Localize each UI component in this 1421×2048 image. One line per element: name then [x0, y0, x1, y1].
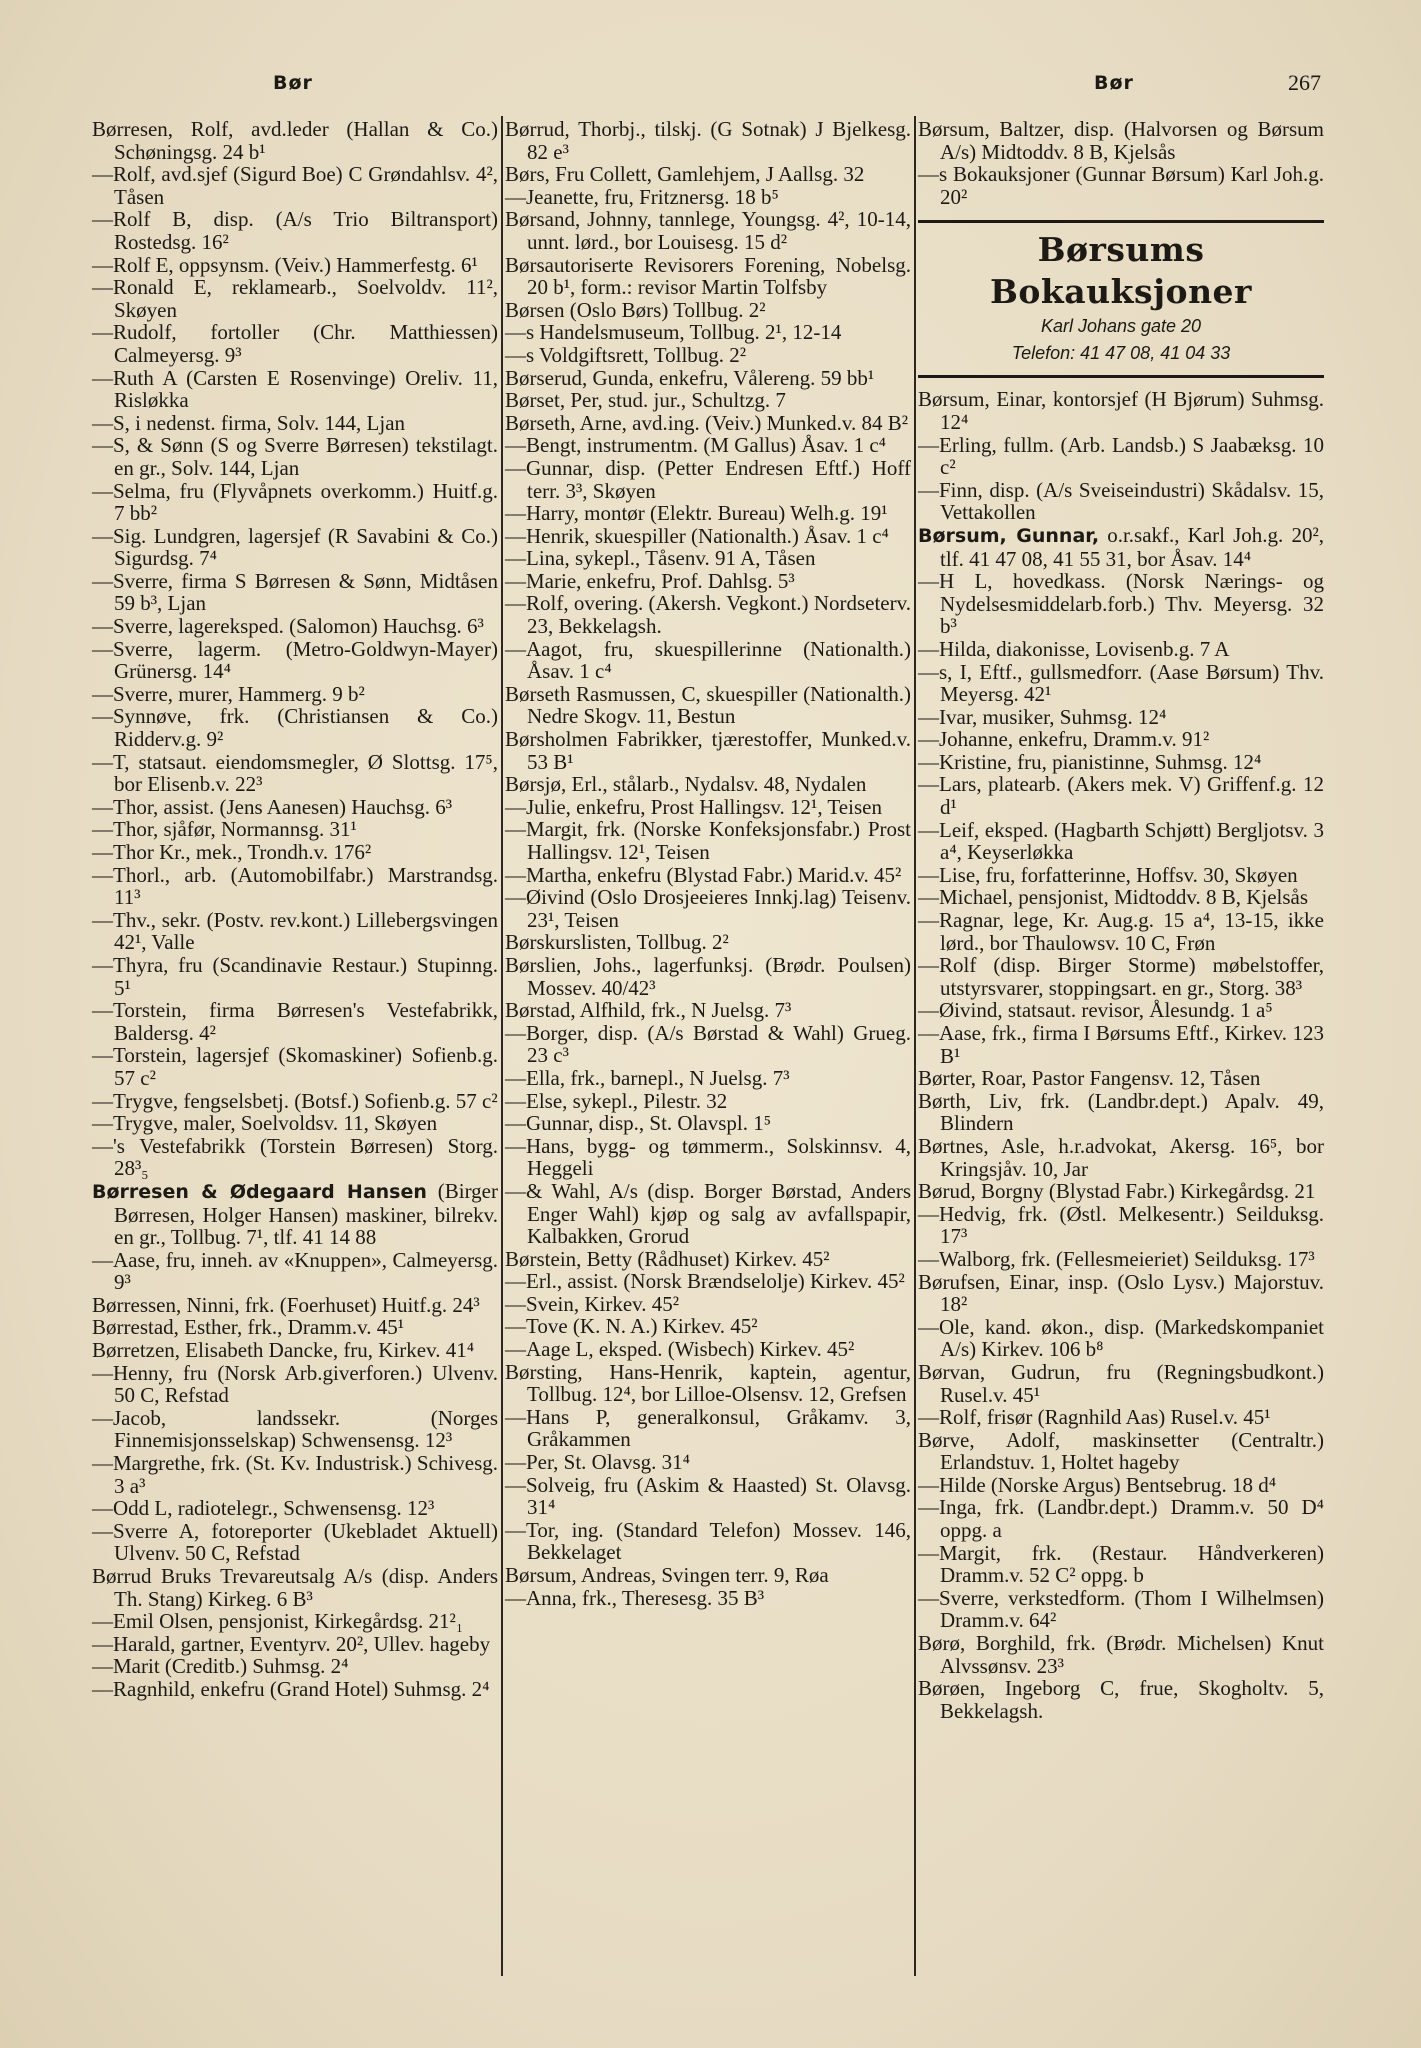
directory-entry: —Sverre A, fotoreporter (Ukebladet Aktuell) Ulvenv. 50 C, Refstad: [92, 1518, 498, 1566]
directory-entry: —Ivar, musiker, Suhmsg. 12⁴: [918, 704, 1167, 729]
directory-entry: Børrestad, Esther, frk., Dramm.v. 45¹: [92, 1315, 405, 1340]
directory-entry: —Thor, sjåfør, Normannsg. 31¹: [92, 817, 357, 842]
directory-entry: Børstad, Alfhild, frk., N Juelsg. 7³: [505, 998, 792, 1023]
directory-entry: —Aase, fru, inneh. av «Knuppen», Calmeyersg. 9³: [92, 1247, 498, 1295]
directory-entry: Børrud Bruks Trevareutsalg A/s (disp. Anders Th. Stang) Kirkeg. 6 B³: [92, 1564, 498, 1611]
directory-entry: —Synnøve, frk. (Christiansen & Co.) Ridderv.g. 9²: [92, 704, 498, 752]
directory-entry: —Aage L, eksped. (Wisbech) Kirkev. 45²: [505, 1337, 855, 1362]
directory-entry: —Sverre, lagereksped. (Salomon) Hauchsg. 6³: [92, 614, 484, 639]
directory-entry: —Henny, fru (Norsk Arb.giverforen.) Ulvenv. 50 C, Refstad: [92, 1360, 498, 1408]
directory-entry: —Inga, frk. (Landbr.dept.) Dramm.v. 50 D⁴ oppg. a: [918, 1495, 1324, 1543]
directory-entry: —Margit, frk. (Norske Konfeksjonsfabr.) Prost Hallingsv. 12¹, Teisen: [505, 817, 911, 864]
directory-entry: —& Wahl, A/s (disp. Borger Børstad, Anders Enger Wahl) kjøp og salg av avfallspapir, Kalbakken, Grorud: [505, 1178, 911, 1249]
ad-title-line-2: Bokauksjoner: [990, 272, 1252, 312]
directory-entry: —Øivind (Oslo Drosjeeieres Innkj.lag) Teisenv. 23¹, Teisen: [505, 885, 911, 932]
directory-entry: —Rolf B, disp. (A/s Trio Biltransport) Rostedsg. 16²: [92, 207, 498, 254]
directory-entry: Børressen, Ninni, frk. (Foerhuset) Huitf.g. 24³: [92, 1292, 480, 1317]
directory-entry: Børsum, Einar, kontorsjef (H Bjørum) Suhmsg. 12⁴: [918, 387, 1324, 434]
directory-entry: —Marit (Creditb.) Suhmsg. 2⁴: [92, 1654, 349, 1679]
directory-entry: —Gunnar, disp., St. Olavspl. 1⁵: [505, 1111, 772, 1136]
directory-entry: —Margrethe, frk. (St. Kv. Industrisk.) Schivesg. 3 a³: [92, 1451, 498, 1498]
directory-entry: —Lina, sykepl., Tåsenv. 91 A, Tåsen: [505, 546, 816, 571]
directory-entry: Børufsen, Einar, insp. (Oslo Lysv.) Majorstuv. 18²: [918, 1269, 1324, 1317]
directory-entry: —Jacob, landssekr. (Norges Finnemisjonsselskap) Schwensensg. 12³: [92, 1405, 498, 1453]
directory-entry: —Henrik, skuespiller (Nationalth.) Åsav. 1 c⁴: [505, 523, 889, 548]
column-3-bottom-entries: [918, 388, 1324, 1722]
directory-entry: —s Handelsmuseum, Tollbug. 2¹, 12-14: [505, 320, 842, 345]
directory-entry: —Michael, pensjonist, Midtoddv. 8 B, Kjelsås: [918, 885, 1309, 910]
directory-entry: —Ronald E, reklamearb., Soelvoldv. 11², Skøyen: [92, 275, 498, 322]
directory-entry: —Hedvig, frk. (Østl. Melkesentr.) Seilduksg. 17³: [918, 1201, 1324, 1249]
directory-entry: —'s Vestefabrikk (Torstein Børresen) Storg. 28³₅: [92, 1133, 498, 1181]
directory-entry: —Sverre, verkstedform. (Thom I Wilhelmsen) Dramm.v. 64²: [918, 1585, 1324, 1633]
ad-address: Karl Johans gate 20: [1040, 316, 1202, 337]
directory-entry: —Rolf (disp. Birger Storme) møbelstoffer, utstyrsvarer, stoppingsart. en gr., Storg. 38³: [918, 953, 1324, 1000]
directory-entry: —Marie, enkefru, Prof. Dahlsg. 5³: [505, 568, 795, 593]
directory-entry: —T, statsaut. eiendomsmegler, Ø Slottsg. 17⁵, bor Elisenb.v. 22³: [92, 749, 498, 797]
directory-entry: —Thorl., arb. (Automobilfabr.) Marstrandsg. 11³: [92, 862, 498, 910]
directory-column-2: [505, 118, 911, 1609]
directory-entry: Børøen, Ingeborg C, frue, Skogholtv. 5, Bekkelagsh.: [918, 1676, 1324, 1723]
directory-entry: —Leif, eksped. (Hagbarth Schjøtt) Bergljotsv. 3 a⁴, Keyserløkka: [918, 817, 1324, 865]
directory-entry: —Bengt, instrumentm. (M Gallus) Åsav. 1 c⁴: [505, 433, 886, 458]
directory-entry: —Svein, Kirkev. 45²: [505, 1291, 680, 1316]
directory-entry: —Selma, fru (Flyvåpnets overkomm.) Huitf.g. 7 bb²: [92, 478, 498, 526]
directory-entry: Børseth Rasmussen, C, skuespiller (Nationalth.) Nedre Skogv. 11, Bestun: [505, 681, 911, 729]
directory-entry: Børvan, Gudrun, fru (Regningsbudkont.) Rusel.v. 45¹: [918, 1359, 1324, 1407]
directory-entry: —Jeanette, fru, Fritznersg. 18 b⁵: [505, 184, 779, 209]
directory-entry: Børresen & Ødegaard Hansen (Birger Børresen, Holger Hansen) maskiner, bilrekv. en gr., Tollbug. 7¹, tlf. 41 14 88: [92, 1178, 498, 1250]
directory-entry: —Trygve, maler, Soelvoldsv. 11, Skøyen: [92, 1111, 438, 1136]
directory-entry: —s Voldgiftsrett, Tollbug. 2²: [505, 342, 747, 367]
directory-entry: —Thv., sekr. (Postv. rev.kont.) Lillebergsvingen 42¹, Valle: [92, 907, 498, 955]
directory-entry: Børsen (Oslo Børs) Tollbug. 2²: [505, 297, 766, 322]
directory-entry: —Erl., assist. (Norsk Brændselolje) Kirkev. 45²: [505, 1269, 905, 1294]
directory-entry: —Finn, disp. (A/s Sveiseindustri) Skådalsv. 15, Vettakollen: [918, 477, 1324, 525]
directory-entry: —Thyra, fru (Scandinavie Restaur.) Stupinng. 5¹: [92, 952, 498, 1000]
directory-entry: Børset, Per, stud. jur., Schultzg. 7: [505, 388, 786, 413]
directory-entry: Børø, Borghild, frk. (Brødr. Michelsen) Knut Alvssønsv. 23³: [918, 1631, 1324, 1678]
directory-entry: Børrud, Thorbj., tilskj. (G Sotnak) J Bjelkesg. 82 e³: [505, 117, 911, 164]
directory-entry: —Øivind, statsaut. revisor, Ålesundg. 1 a⁵: [918, 998, 1273, 1023]
directory-entry: —Gunnar, disp. (Petter Endresen Eftf.) Hoff terr. 3³, Skøyen: [505, 455, 911, 503]
directory-entry: Børseth, Arne, avd.ing. (Veiv.) Munked.v. 84 B²: [505, 410, 909, 435]
directory-entry: —S, i nedenst. firma, Solv. 144, Ljan: [92, 410, 406, 435]
directory-entry: —s Bokauksjoner (Gunnar Børsum) Karl Joh.g. 20²: [918, 162, 1324, 209]
directory-entry: —Martha, enkefru (Blystad Fabr.) Marid.v. 45²: [505, 862, 902, 887]
directory-entry: Børsting, Hans-Henrik, kaptein, agentur, Tollbug. 12⁴, bor Lilloe-Olsensv. 12, Grefsen: [505, 1359, 911, 1407]
entry-bold-name: Børresen & Ødegaard Hansen: [92, 1180, 427, 1203]
directory-entry: —Margit, frk. (Restaur. Håndverkeren) Dramm.v. 52 C² oppg. b: [918, 1540, 1324, 1588]
directory-entry: —Rudolf, fortoller (Chr. Matthiessen) Calmeyersg. 9³: [92, 320, 498, 367]
directory-entry: Børs, Fru Collett, Gamlehjem, J Aallsg. 32: [505, 162, 865, 187]
column-rule-1: [501, 116, 503, 1976]
directory-entry: Børserud, Gunda, enkefru, Vålereng. 59 bb¹: [505, 365, 875, 390]
directory-entry: Børsum, Baltzer, disp. (Halvorsen og Børsum A/s) Midtoddv. 8 B, Kjelsås: [918, 117, 1324, 164]
directory-entry: —Torstein, firma Børresen's Vestefabrikk, Baldersg. 4²: [92, 998, 498, 1045]
directory-entry: —Lise, fru, forfatterinne, Hoffsv. 30, Skøyen: [918, 862, 1298, 887]
directory-entry: —Harry, montør (Elektr. Bureau) Welh.g. 19¹: [505, 501, 888, 526]
directory-entry: —Hilda, diakonisse, Lovisenb.g. 7 A: [918, 636, 1230, 661]
directory-entry: —H L, hovedkass. (Norsk Nærings- og Nydelsesmiddelarb.forb.) Thv. Meyersg. 32 b³: [918, 569, 1324, 639]
directory-entry: Børth, Liv, frk. (Landbr.dept.) Apalv. 49, Blindern: [918, 1088, 1324, 1136]
directory-entry: Børter, Roar, Pastor Fangensv. 12, Tåsen: [918, 1066, 1261, 1091]
directory-entry: Børstein, Betty (Rådhuset) Kirkev. 45²: [505, 1246, 830, 1271]
directory-entry: Børsum, Gunnar, o.r.sakf., Karl Joh.g. 20², tlf. 41 47 08, 41 55 31, bor Åsav. 14⁴: [918, 522, 1324, 571]
directory-entry: Børsjø, Erl., stålarb., Nydalsv. 48, Nydalen: [505, 772, 867, 797]
directory-entry: —Odd L, radiotelegr., Schwensensg. 12³: [92, 1496, 435, 1521]
left-running-head: Bør: [273, 72, 313, 94]
directory-entry: —Rolf, overing. (Akersh. Vegkont.) Nordseterv. 23, Bekkelagsh.: [505, 591, 911, 639]
directory-entry: —Ole, kand. økon., disp. (Markedskompaniet A/s) Kirkev. 106 b⁸: [918, 1314, 1324, 1362]
entry-bold-name: Børsum, Gunnar,: [918, 524, 1100, 547]
directory-entry: —Else, sykepl., Pilestr. 32: [505, 1088, 728, 1113]
directory-entry: —Hilde (Norske Argus) Bentsebrug. 18 d⁴: [918, 1472, 1277, 1497]
directory-entry: —Kristine, fru, pianistinne, Suhmsg. 12⁴: [918, 749, 1262, 774]
directory-entry: —Rolf, avd.sjef (Sigurd Boe) C Grøndahlsv. 4², Tåsen: [92, 162, 498, 209]
directory-entry: —Hans P, generalkonsul, Gråkamv. 3, Gråkammen: [505, 1404, 911, 1452]
directory-entry: Børresen, Rolf, avd.leder (Hallan & Co.) Schøningsg. 24 b¹: [92, 117, 498, 164]
directory-entry: —S, & Sønn (S og Sverre Børresen) tekstilagt. en gr., Solv. 144, Ljan: [92, 433, 498, 480]
directory-entry: —Thor Kr., mek., Trondh.v. 176²: [92, 840, 372, 864]
directory-entry: Børud, Borgny (Blystad Fabr.) Kirkegårdsg. 21: [918, 1179, 1316, 1204]
directory-entry: Børsum, Andreas, Svingen terr. 9, Røa: [505, 1563, 829, 1587]
directory-entry: Børskurslisten, Tollbug. 2²: [505, 930, 729, 955]
directory-entry: —Borger, disp. (A/s Børstad & Wahl) Grueg. 23 c³: [505, 1020, 911, 1068]
directory-entry: Børsautoriserte Revisorers Forening, Nobelsg. 20 b¹, form.: revisor Martin Tolfsby: [505, 252, 911, 300]
bokauksjoner-advertisement: [918, 220, 1324, 378]
directory-entry: —Ragnhild, enkefru (Grand Hotel) Suhmsg. 2⁴: [92, 1676, 490, 1701]
directory-entry: —Johanne, enkefru, Dramm.v. 91²: [918, 727, 1210, 752]
directory-entry: —Aase, frk., firma I Børsums Eftf., Kirkev. 123 B¹: [918, 1021, 1324, 1068]
directory-entry: Børretzen, Elisabeth Dancke, fru, Kirkev. 41⁴: [92, 1338, 475, 1363]
directory-entry: Børve, Adolf, maskinsetter (Centraltr.) Erlandstuv. 1, Holtet hageby: [918, 1427, 1324, 1475]
directory-entry: Børsholmen Fabrikker, tjærestoffer, Munked.v. 53 B¹: [505, 727, 911, 774]
directory-entry: —Solveig, fru (Askim & Haasted) St. Olavsg. 31⁴: [505, 1472, 911, 1520]
directory-entry: —Hans, bygg- og tømmerm., Solskinnsv. 4, Heggeli: [505, 1133, 911, 1181]
directory-entry: —Rolf E, oppsynsm. (Veiv.) Hammerfestg. 6¹: [92, 252, 478, 277]
directory-entry: —Walborg, frk. (Fellesmeieriet) Seilduksg. 17³: [918, 1246, 1315, 1271]
right-running-head: Bør: [1094, 72, 1134, 94]
directory-entry: —Sverre, lagerm. (Metro-Goldwyn-Mayer) Grünersg. 14⁴: [92, 636, 498, 684]
directory-entry: —Tove (K. N. A.) Kirkev. 45²: [505, 1314, 758, 1339]
directory-entry: —Harald, gartner, Eventyrv. 20², Ullev. hageby: [92, 1631, 491, 1656]
directory-entry: —Ragnar, lege, Kr. Aug.g. 15 a⁴, 13-15, ikke lørd., bor Thaulowsv. 10 C, Frøn: [918, 908, 1324, 955]
directory-entry: —Per, St. Olavsg. 31⁴: [505, 1450, 690, 1475]
directory-entry: —Ella, frk., barnepl., N Juelsg. 7³: [505, 1065, 790, 1090]
page-number: 267: [1288, 70, 1321, 95]
directory-entry: —Thor, assist. (Jens Aanesen) Hauchsg. 6³: [92, 794, 453, 819]
column-3-top-entries: [918, 118, 1324, 208]
directory-entry: Børtnes, Asle, h.r.advokat, Akersg. 16⁵, bor Kringsjåv. 10, Jar: [918, 1133, 1324, 1181]
ad-phone: Telefon: 41 47 08, 41 04 33: [1011, 343, 1231, 364]
directory-entry: —Emil Olsen, pensjonist, Kirkegårdsg. 21²₁: [92, 1609, 464, 1634]
directory-entry: —Sverre, murer, Hammerg. 9 b²: [92, 681, 365, 706]
directory-entry: Børslien, Johs., lagerfunksj. (Brødr. Poulsen) Mossev. 40/42³: [505, 952, 911, 1000]
directory-column-3: [918, 118, 1324, 1722]
directory-entry: —Anna, frk., Theresesg. 35 B³: [505, 1585, 765, 1610]
directory-entry: —Lars, platearb. (Akers mek. V) Griffenf.g. 12 d¹: [918, 772, 1324, 820]
ad-title-line-1: Børsums: [1037, 230, 1205, 270]
directory-entry: —Tor, ing. (Standard Telefon) Mossev. 146, Bekkelaget: [505, 1517, 911, 1565]
directory-entry: —Sverre, firma S Børresen & Sønn, Midtåsen 59 b³, Ljan: [92, 568, 498, 616]
directory-entry: —Rolf, frisør (Ragnhild Aas) Rusel.v. 45¹: [918, 1405, 1271, 1430]
directory-entry: —Ruth A (Carsten E Rosenvinge) Oreliv. 11, Risløkka: [92, 365, 498, 413]
column-rule-2: [914, 116, 916, 1976]
directory-entry: —Julie, enkefru, Prost Hallingsv. 12¹, Teisen: [505, 794, 882, 819]
directory-column-1: [92, 118, 498, 1701]
directory-entry: Børsand, Johnny, tannlege, Youngsg. 4², 10-14, unnt. lørd., bor Louisesg. 15 d²: [505, 207, 911, 254]
directory-entry: —Sig. Lundgren, lagersjef (R Savabini & Co.) Sigurdsg. 7⁴: [92, 523, 498, 571]
directory-entry: —Aagot, fru, skuespillerinne (Nationalth.) Åsav. 1 c⁴: [505, 636, 911, 684]
directory-entry: —s, I, Eftf., gullsmedforr. (Aase Børsum) Thv. Meyersg. 42¹: [918, 659, 1324, 707]
directory-entry: —Trygve, fengselsbetj. (Botsf.) Sofienb.g. 57 c²: [92, 1088, 498, 1113]
directory-entry: —Erling, fullm. (Arb. Landsb.) S Jaabæksg. 10 c²: [918, 432, 1324, 480]
directory-entry: —Torstein, lagersjef (Skomaskiner) Sofienb.g. 57 c²: [92, 1043, 498, 1090]
